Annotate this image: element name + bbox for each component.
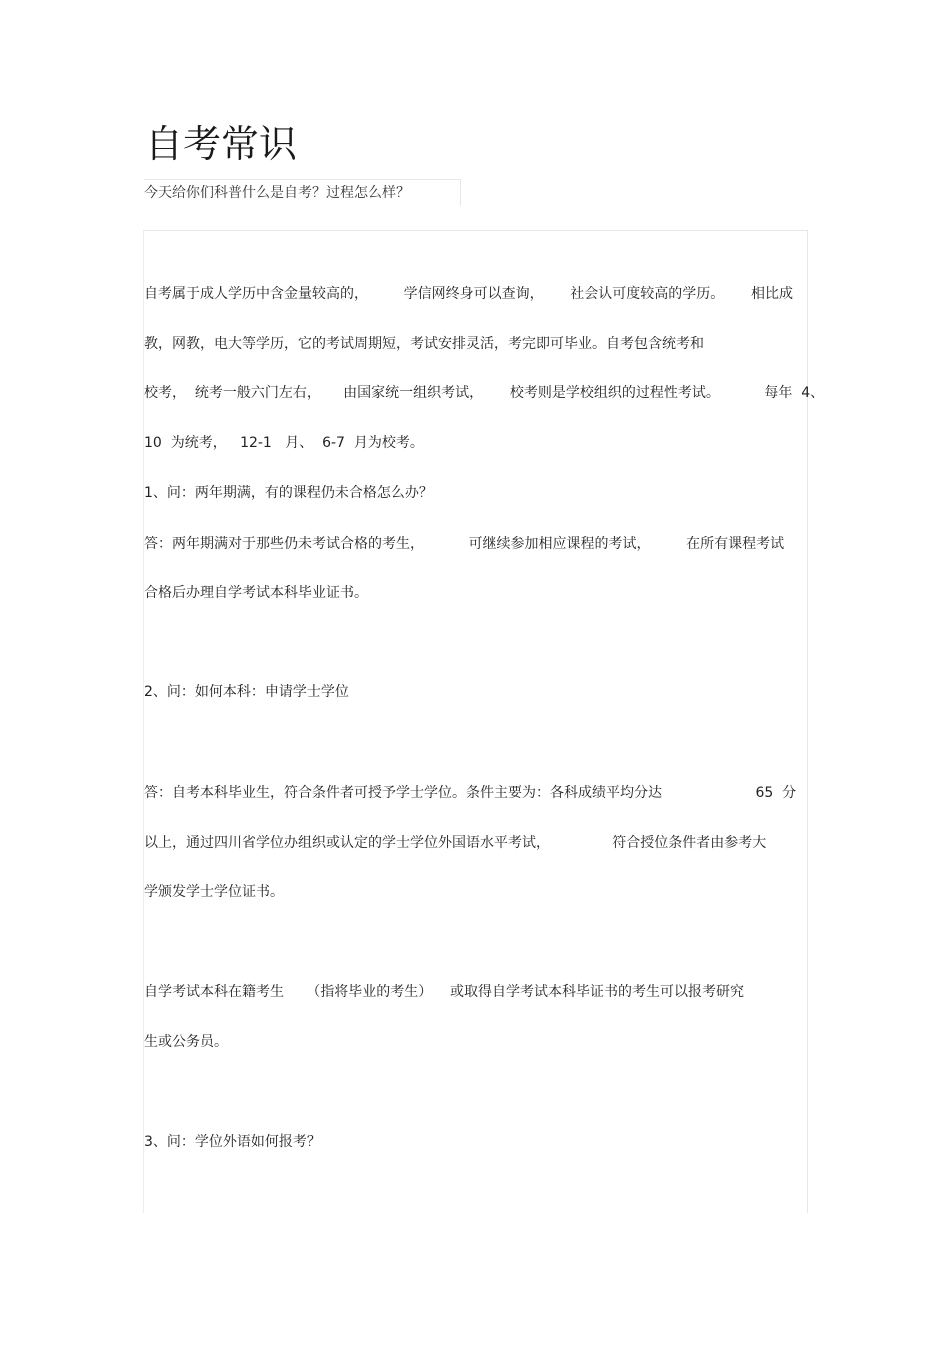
answer-line: 合格后办理自学考试本科毕业证书。 [144,585,368,601]
question-line: 2、问：如何本科：申请学士学位 [144,684,349,700]
answer-line: 答：自考本科毕业生，符合条件者可授予学士学位。条件主要为：各科成绩平均分达 65 分 [144,785,797,801]
document-title: 自考常识 [145,122,298,166]
question-line: 3、问：学位外语如何报考？ [144,1134,321,1150]
question-line: 1、问：两年期满，有的课程仍未合格怎么办？ [144,485,433,501]
answer-line: 以上，通过四川省学位办组织或认定的学士学位外国语水平考试， 符合授位条件者由参考大 [144,835,767,851]
paragraph-line: 自考属于成人学历中含金量较高的， 学信网终身可以查询， 社会认可度较高的学历。 相比成 [144,286,794,302]
paragraph-line: 教，网教，电大等学历，它的考试周期短，考试安排灵活，考完即可毕业。自考包含统考和 [144,336,704,352]
paragraph-line: 生或公务员。 [144,1034,228,1050]
answer-line: 学颁发学士学位证书。 [144,884,284,900]
paragraph-line: 10 为统考， 12-1 月、 6-7 月为校考。 [144,435,424,451]
document-subtitle: 今天给你们科普什么是自考？过程怎么样？ [144,185,410,201]
content-frame [143,230,808,1213]
paragraph-line: 自学考试本科在籍考生 （指将毕业的考生） 或取得自学考试本科毕证书的考生可以报考研究 [144,984,745,1000]
paragraph-line: 校考， 统考一般六门左右， 由国家统一组织考试， 校考则是学校组织的过程性考试。 每年 4、 [144,385,825,401]
answer-line: 答：两年期满对于那些仍未考试合格的考生， 可继续参加相应课程的考试， 在所有课程考试 [144,536,785,552]
